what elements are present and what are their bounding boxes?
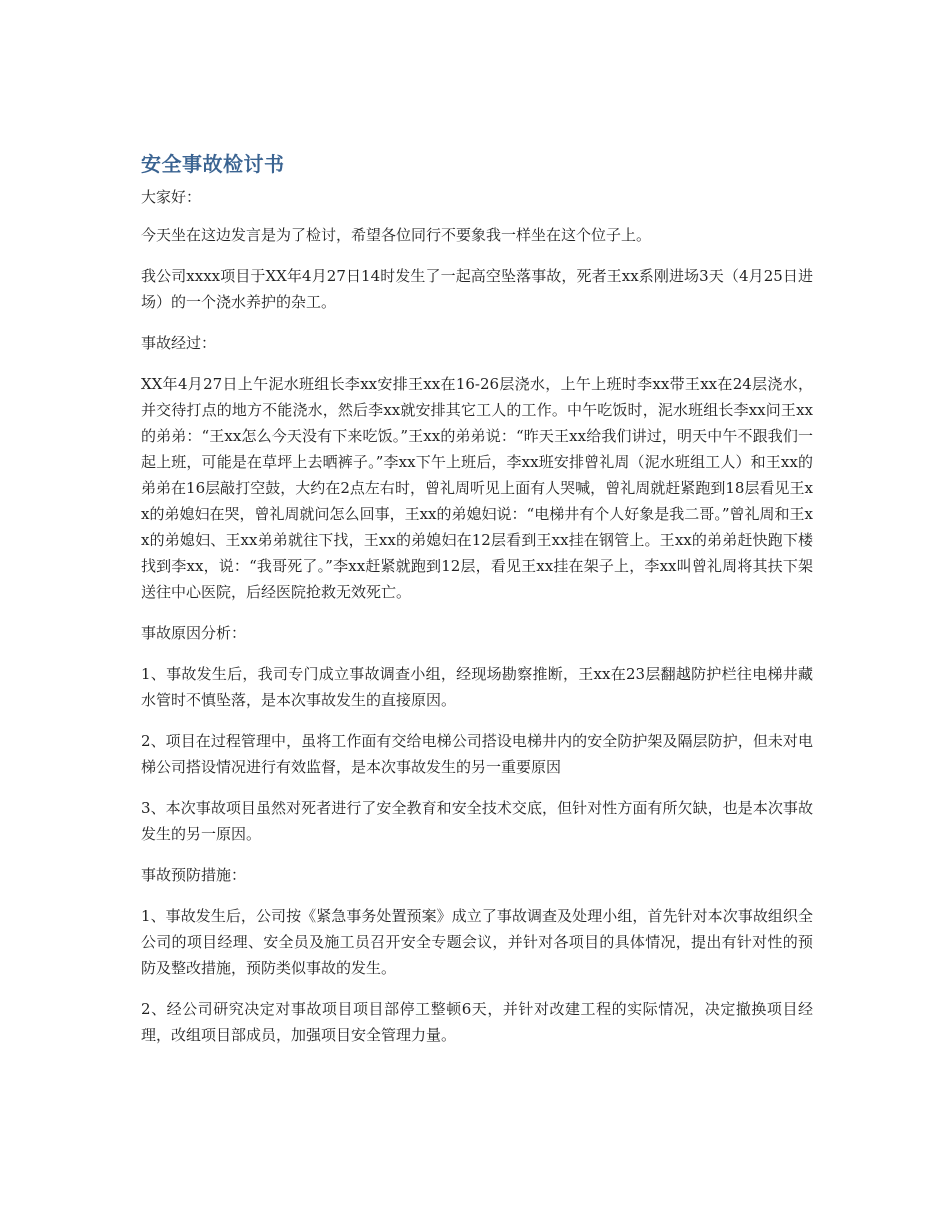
paragraph-cause-2: 2、项目在过程管理中，虽将工作面有交给电梯公司搭设电梯井内的安全防护架及隔层防护，但未对电梯公司搭设情况进行有效监督，是本次事故发生的另一重要原因 [141,732,813,776]
paragraph-prevention-1: 1、事故发生后，公司按《紧急事务处置预案》成立了事故调查及处理小组，首先针对本次事故组织全公司的项目经理、安全员及施工员召开安全专题会议，并针对各项目的具体情况，提出有针对性的预防及整改措施，预防类似事故的发生。 [141,907,813,977]
document-body [141,150,813,1063]
paragraph-incident-process: XX年4月27日上午泥水班组长李xx安排王xx在16-26层浇水，上午上班时李xx带王xx在24层浇水，并交待打点的地方不能浇水，然后李xx就安排其它工人的工作。中午吃饭时，泥水班组长李xx问王xx的弟弟：“王xx怎么今天没有下来吃饭。”王xx的弟弟说：“昨天王xx给我们讲过，明天中午不跟我们一起上班，可能是在草坪上去晒裤子。”李xx下午上班后，李xx班安排曾礼周（泥水班组工人）和王xx的弟弟在16层敲打空鼓，大约在2点左右时，曾礼周听见上面有人哭喊，曾礼周就赶紧跑到18层看见王xx的弟媳妇在哭，曾礼周就问怎么回事，王xx的弟媳妇说：“电梯井有个人好象是我二哥。”曾礼周和王xx的弟媳妇、王xx弟弟就往下找，王xx的弟媳妇在12层看到王xx挂在钢管上。王xx的弟弟赶快跑下楼找到李xx，说：“我哥死了。”李xx赶紧就跑到12层，看见王xx挂在架子上，李xx叫曾礼周将其扶下架送往中心医院，后经医院抢救无效死亡。 [141,375,813,601]
paragraph-intro: 今天坐在这边发言是为了检讨，希望各位同行不要象我一样坐在这个位子上。 [141,226,652,244]
greeting: 大家好： [141,188,202,206]
document-title: 安全事故检讨书 [141,152,285,176]
section-heading-prevention: 事故预防措施： [141,866,247,884]
paragraph-incident-summary: 我公司xxxx项目于XX年4月27日14时发生了一起高空坠落事故，死者王xx系刚进场3天（4月25日进场）的一个浇水养护的杂工。 [141,267,813,311]
section-heading-cause-analysis: 事故原因分析： [141,624,247,642]
paragraph-cause-3: 3、本次事故项目虽然对死者进行了安全教育和安全技术交底，但针对性方面有所欠缺，也是本次事故发生的另一原因。 [141,799,813,843]
section-heading-incident-process: 事故经过： [141,334,217,352]
paragraph-cause-1: 1、事故发生后，我司专门成立事故调查小组，经现场勘察推断，王xx在23层翻越防护栏往电梯井藏水管时不慎坠落，是本次事故发生的直接原因。 [141,665,813,709]
paragraph-prevention-2: 2、经公司研究决定对事故项目项目部停工整顿6天，并针对改建工程的实际情况，决定撤换项目经理，改组项目部成员，加强项目安全管理力量。 [141,1000,813,1044]
